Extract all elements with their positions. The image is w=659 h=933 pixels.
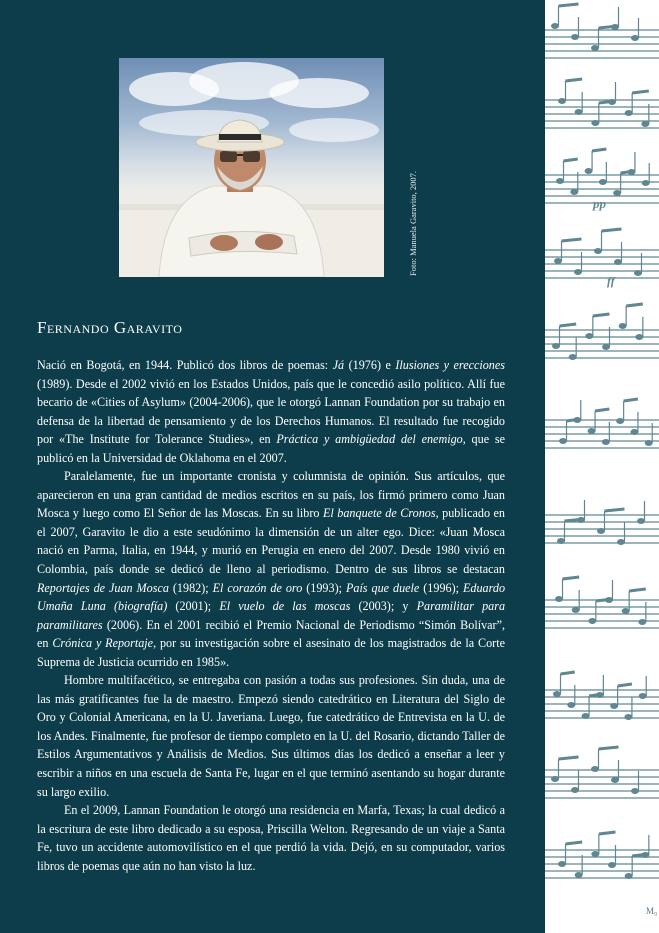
bio-paragraph: Paralelamente, fue un importante cronista y columnista de opinión. Sus artículos, que aparecieron en una gran cantidad de medios escritos en su país, los firmó primero como Juan Mosca y luego como El Señor de las Moscas. En su libro El banquete de Cronos, publicado en el 2007, Garavito le dio a este seudónimo la dimensión de un alter ego. Dice: «Juan Mosca nació en Parma, Italia, en 1944, y murió en Perugia en enero del 2007. Desde 1980 vivió en Colombia, país donde se dedicó de lleno al periodismo. Dentro de sus libros se destacan Reportajes de Juan Mosca (1982); El corazón de oro (1993); País que duele (1996); Eduardo Umaña Luna (biografía) (2001); El vuelo de las moscas (2003); y Paramilitar para paramilitares (2006). En el 2001 recibió el Premio Nacional de Periodismo “Simón Bolívar”, en Crónica y Reportaje, por su investigación sobre el asesinato de los magistrados de la Corte Suprema de Justicia ocurrido en 1985». [37, 469, 506, 669]
page-number: M₉ [646, 906, 658, 916]
portrait-illustration [119, 58, 384, 277]
dynamic-marking-ff: ff [607, 274, 615, 288]
author-photo [119, 58, 384, 277]
biography [37, 356, 505, 875]
photo-credit: Foto: Manuela Garavito, 2007. [408, 170, 418, 276]
dynamic-marking-pp: pp [593, 196, 606, 211]
sheet-music-strip [545, 0, 659, 933]
author-name: Fernando Garavito [37, 318, 183, 337]
bio-paragraph: En el 2009, Lannan Foundation le otorgó una residencia en Marfa, Texas; la cual dedicó a la escritura de este libro dedicado a su esposa, Priscilla Welton. Regresando de un viaje a Santa Fe, tuvo un accidente automovilístico en el que perdió la vida. Dejó, en su computador, varios libros de poemas que aún no han visto la luz. [37, 803, 505, 873]
bio-paragraph: Nació en Bogotá, en 1944. Publicó dos libros de poemas: Já (1976) e Ilusiones y erecciones (1989). Desde el 2002 vivió en los Estados Unidos, país que le concedió asilo político. Allí fue becario de «Cities of Asylum» (2004-2006), que le otorgó Lannan Foundation por su trabajo en defensa de la libertad de pensamiento y de los Derechos Humanos. El resultado fue recogido por «The Institute for Tolerance Studies», en Práctica y ambigüedad del enemigo, que se publicó en la Universidad de Oklahoma en el 2007. [37, 358, 505, 465]
sheet-music-notation [545, 0, 659, 933]
bio-paragraph: Hombre multifacético, se entregaba con pasión a todas sus profesiones. Sin duda, una de las más gratificantes fue la de maestro. Empezó siendo catedrático en Literatura del Siglo de Oro y Colonial Americana, en la U. Javeriana. Luego, fue catedrático de Entrevista en la U. de los Andes. Finalmente, fue profesor de tiempo completo en la U. del Rosario, dictando Taller de Estilos Argumentativos y Análisis de Medios. Sus últimos días los dedicó a enseñar a leer y escribir a niños en una escuela de Santa Fe, lugar en el que terminó asentando su hogar durante su largo exilio. [37, 673, 505, 799]
